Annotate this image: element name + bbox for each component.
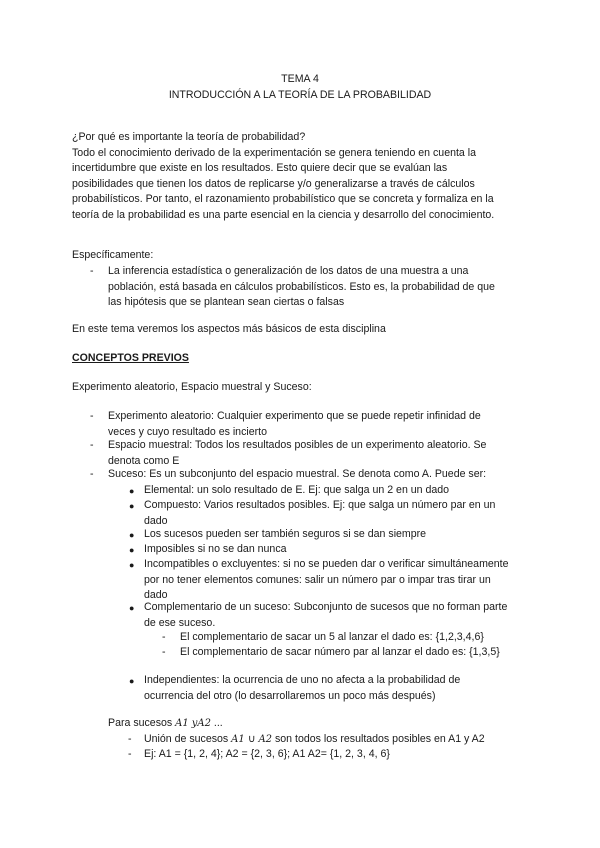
symbol-a2: A2 [258,734,273,745]
topic-number: TEMA 4 [281,73,319,85]
intro-line: posibilidades que tienen los datos de replicarse y/o generalizarse a través de cálculos [72,177,475,190]
bullet-marker: ● [129,486,135,496]
section-subtitle: Experimento aleatorio, Espacio muestral y Suceso: [72,381,312,393]
union-line [144,732,485,748]
espacio-line: denota como E [108,454,180,467]
experimento-item [108,409,481,440]
bullet-marker: ● [129,560,135,570]
incompatibles-line: por no tener elementos comunes: salir un número par o impar tras tirar un [144,573,491,586]
symbol-a1: A1 [175,718,189,729]
dash-marker: - [128,733,132,745]
symbol-a2: A2 [197,718,211,729]
incompatibles-item [144,557,509,604]
section-heading: CONCEPTOS PREVIOS [72,352,189,364]
intro-line: incertidumbre que existe en los resultados. Esto quiere decir que se evalúan las [72,162,448,174]
bullet-marker: ● [129,501,135,511]
espacio-item [108,438,486,469]
intro-paragraph [72,130,532,223]
specifically-item [108,264,495,311]
dash-marker: - [128,748,132,760]
bullet-marker: ● [129,530,135,540]
specifically-item-line: La inferencia estadística o generalización de los datos de una muestra a una [108,265,469,277]
compuesto-line: Compuesto: Varios resultados posibles. Ej: que salga un número par en un [144,499,496,511]
experimento-line: veces y cuyo resultado es incierto [108,425,267,438]
compuesto-line: dado [144,514,168,527]
independientes-line: ocurrencia del otro (lo desarrollaremos un poco más después) [144,689,436,702]
scope-sentence: En este tema veremos los aspectos más básicos de esta disciplina [72,323,386,335]
intro-line: Todo el conocimiento derivado de la experimentación se genera teniendo en cuenta la [72,146,477,159]
symbol-a1: A1 [231,734,245,745]
complementario-example-2: El complementario de sacar número par al lanzar el dado es: {1,3,5} [180,646,500,658]
intro-question: ¿Por qué es importante la teoría de probabilidad? [72,131,306,143]
bullet-marker: ● [129,545,135,555]
dash-marker: - [90,265,94,277]
example-line: Ej: A1 = {1, 2, 4}; A2 = {2, 3, 6}; A1 A2= {1, 2, 3, 4, 6} [144,748,390,760]
symbol-y: y [191,718,198,729]
specifically-item-line: población, está basada en cálculos probabilísticos. Esto es, la probabilidad de que [108,280,495,293]
intro-line: teoría de la probabilidad es una parte esencial en la ciencia y desarrollo del conocimiento. [72,208,495,221]
union-symbol: ∪ [247,733,256,745]
dash-marker: - [90,439,94,451]
para-prefix: Para sucesos [108,717,173,729]
suceso-item: Suceso: Es un subconjunto del espacio muestral. Se denota como A. Puede ser: [108,468,487,480]
complementario-line: de ese suceso. [144,616,216,629]
independientes-item [144,673,460,704]
specifically-label: Específicamente: [72,249,154,261]
union-prefix: Unión de sucesos [144,733,229,745]
complementario-example-1: El complementario de sacar un 5 al lanzar el dado es: {1,2,3,4,6} [180,631,484,643]
seguros-item: Los sucesos pueden ser también seguros si se dan siempre [144,528,427,540]
incompatibles-line: dado [144,589,168,601]
incompatibles-line: Incompatibles o excluyentes: si no se pueden dar o verificar simultáneamente [144,558,509,570]
specifically-item-line: las hipótesis que se plantean sean ciertas o falsas [108,296,345,308]
dash-marker: - [90,468,94,480]
bullet-marker: ● [129,676,135,686]
dash-marker: - [162,631,166,643]
page-title: INTRODUCCIÓN A LA TEORÍA DE LA PROBABILIDAD [168,89,432,101]
dash-marker: - [162,646,166,658]
ellipsis: ... [213,717,223,729]
imposibles-item: Imposibles si no se dan nunca [144,543,287,555]
union-rest: son todos los resultados posibles en A1 y A2 [274,733,485,745]
espacio-line: Espacio muestral: Todos los resultados posibles de un experimento aleatorio. Se [108,439,487,451]
compuesto-item [144,498,495,529]
para-sucesos-line [108,716,223,732]
dash-marker: - [90,410,94,422]
intro-line: probabilísticos. Por tanto, el razonamiento probabilístico que se concreta y formaliza en la [72,193,494,205]
experimento-line: Experimento aleatorio: Cualquier experimento que se puede repetir infinidad de [108,410,481,422]
elemental-item: Elemental: un solo resultado de E. Ej: que salga un 2 en un dado [144,484,450,496]
complementario-line: Complementario de un suceso: Subconjunto de sucesos que no forman parte [144,601,508,613]
bullet-marker: ● [129,603,135,613]
independientes-line: Independientes: la ocurrencia de uno no afecta a la probabilidad de [144,674,461,686]
complementario-item [144,600,507,631]
